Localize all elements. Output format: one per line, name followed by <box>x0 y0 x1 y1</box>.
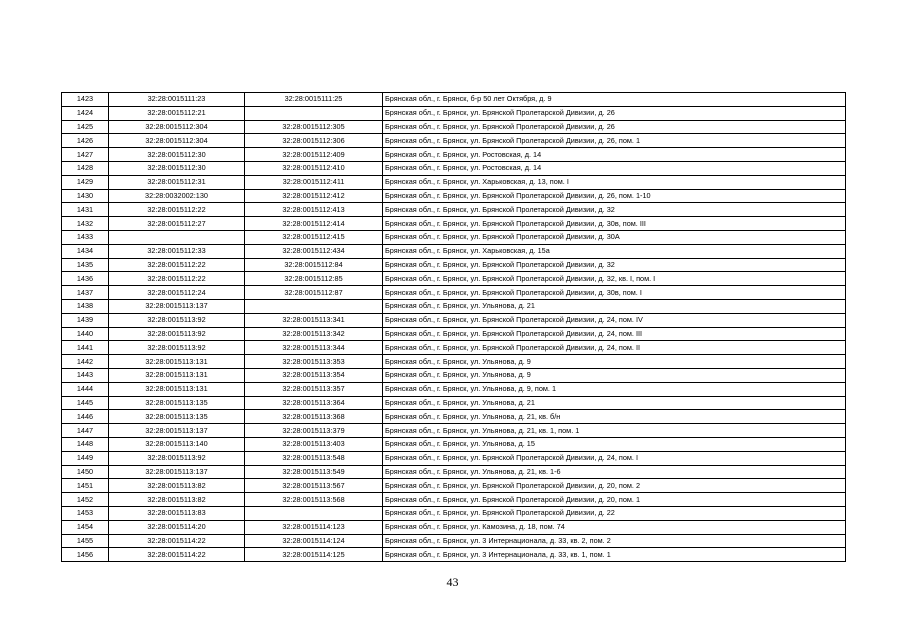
row-number-cell: 1424 <box>62 106 109 120</box>
table-row <box>62 203 846 217</box>
cadastral-number-cell: 32:28:0015112:33 <box>109 244 245 258</box>
object-cadastral-number-cell: 32:28:0015112:412 <box>245 189 383 203</box>
object-cadastral-number-cell: 32:28:0015113:549 <box>245 465 383 479</box>
row-number-cell: 1448 <box>62 437 109 451</box>
address-cell: Брянская обл., г. Брянск, ул. Ульянова, д. 21, кв. 1-6 <box>383 465 846 479</box>
table-row <box>62 106 846 120</box>
row-number-cell: 1426 <box>62 134 109 148</box>
table-body <box>62 93 846 562</box>
address-cell: Брянская обл., г. Брянск, ул. Харьковская, д. 13, пом. I <box>383 175 846 189</box>
cadastral-number-cell: 32:28:0015113:137 <box>109 299 245 313</box>
address-cell: Брянская обл., г. Брянск, ул. Ульянова, д. 9 <box>383 355 846 369</box>
object-cadastral-number-cell: 32:28:0015112:414 <box>245 217 383 231</box>
object-cadastral-number-cell: 32:28:0015114:123 <box>245 520 383 534</box>
address-cell: Брянская обл., г. Брянск, ул. Брянской Пролетарской Дивизии, д. 24, пом. IV <box>383 313 846 327</box>
row-number-cell: 1442 <box>62 355 109 369</box>
object-cadastral-number-cell: 32:28:0015113:354 <box>245 368 383 382</box>
row-number-cell: 1438 <box>62 299 109 313</box>
row-number-cell: 1444 <box>62 382 109 396</box>
table-row <box>62 299 846 313</box>
object-cadastral-number-cell: 32:28:0015112:411 <box>245 175 383 189</box>
cadastral-number-cell: 32:28:0015112:22 <box>109 258 245 272</box>
object-cadastral-number-cell: 32:28:0015112:410 <box>245 161 383 175</box>
object-cadastral-number-cell: 32:28:0015113:344 <box>245 341 383 355</box>
table-row <box>62 244 846 258</box>
row-number-cell: 1452 <box>62 493 109 507</box>
address-cell: Брянская обл., г. Брянск, ул. Брянской Пролетарской Дивизии, д. 26, пом. 1-10 <box>383 189 846 203</box>
cadastral-number-cell: 32:28:0015113:82 <box>109 493 245 507</box>
cadastral-number-cell: 32:28:0032002:130 <box>109 189 245 203</box>
address-cell: Брянская обл., г. Брянск, ул. Брянской Пролетарской Дивизии, д. 24, пом. I <box>383 451 846 465</box>
row-number-cell: 1440 <box>62 327 109 341</box>
table-row <box>62 134 846 148</box>
address-cell: Брянская обл., г. Брянск, ул. Брянской Пролетарской Дивизии, д. 30в, пом. I <box>383 286 846 300</box>
cadastral-table <box>61 92 846 562</box>
object-cadastral-number-cell: 32:28:0015114:125 <box>245 548 383 562</box>
cadastral-number-cell: 32:28:0015113:135 <box>109 410 245 424</box>
table-row <box>62 534 846 548</box>
address-cell: Брянская обл., г. Брянск, ул. Брянской Пролетарской Дивизии, д. 24, пом. III <box>383 327 846 341</box>
address-cell: Брянская обл., г. Брянск, ул. Ульянова, д. 21, кв. б/н <box>383 410 846 424</box>
object-cadastral-number-cell: 32:28:0015112:84 <box>245 258 383 272</box>
table-row <box>62 355 846 369</box>
address-cell: Брянская обл., г. Брянск, ул. Харьковская, д. 15а <box>383 244 846 258</box>
object-cadastral-number-cell: 32:28:0015112:415 <box>245 230 383 244</box>
address-cell: Брянская обл., г. Брянск, ул. Брянской Пролетарской Дивизии, д. 30в, пом. III <box>383 217 846 231</box>
table-row <box>62 175 846 189</box>
table-row <box>62 548 846 562</box>
object-cadastral-number-cell: 32:28:0015112:306 <box>245 134 383 148</box>
table-row <box>62 189 846 203</box>
row-number-cell: 1432 <box>62 217 109 231</box>
table-row <box>62 520 846 534</box>
cadastral-number-cell: 32:28:0015113:82 <box>109 479 245 493</box>
object-cadastral-number-cell <box>245 506 383 520</box>
table-row <box>62 479 846 493</box>
cadastral-number-cell: 32:28:0015113:137 <box>109 465 245 479</box>
cadastral-number-cell: 32:28:0015114:22 <box>109 548 245 562</box>
address-cell: Брянская обл., г. Брянск, ул. Брянской Пролетарской Дивизии, д. 20, пом. 2 <box>383 479 846 493</box>
object-cadastral-number-cell: 32:28:0015111:25 <box>245 93 383 107</box>
address-cell: Брянская обл., г. Брянск, ул. Ульянова, д. 15 <box>383 437 846 451</box>
row-number-cell: 1428 <box>62 161 109 175</box>
row-number-cell: 1456 <box>62 548 109 562</box>
cadastral-number-cell: 32:28:0015113:135 <box>109 396 245 410</box>
table-row <box>62 424 846 438</box>
object-cadastral-number-cell: 32:28:0015113:368 <box>245 410 383 424</box>
table-row <box>62 368 846 382</box>
table-row <box>62 120 846 134</box>
cadastral-number-cell: 32:28:0015113:83 <box>109 506 245 520</box>
row-number-cell: 1446 <box>62 410 109 424</box>
address-cell: Брянская обл., г. Брянск, ул. Ульянова, д. 21 <box>383 396 846 410</box>
cadastral-number-cell: 32:28:0015113:137 <box>109 424 245 438</box>
address-cell: Брянская обл., г. Брянск, ул. Брянской Пролетарской Дивизии, д. 32 <box>383 203 846 217</box>
row-number-cell: 1430 <box>62 189 109 203</box>
cadastral-number-cell: 32:28:0015112:27 <box>109 217 245 231</box>
row-number-cell: 1425 <box>62 120 109 134</box>
row-number-cell: 1431 <box>62 203 109 217</box>
address-cell: Брянская обл., г. Брянск, ул. 3 Интернационала, д. 33, кв. 1, пом. 1 <box>383 548 846 562</box>
table-row <box>62 161 846 175</box>
object-cadastral-number-cell: 32:28:0015112:413 <box>245 203 383 217</box>
table-row <box>62 465 846 479</box>
row-number-cell: 1451 <box>62 479 109 493</box>
address-cell: Брянская обл., г. Брянск, ул. Ульянова, д. 21, кв. 1, пом. 1 <box>383 424 846 438</box>
cadastral-number-cell: 32:28:0015112:30 <box>109 161 245 175</box>
object-cadastral-number-cell: 32:28:0015112:85 <box>245 272 383 286</box>
row-number-cell: 1434 <box>62 244 109 258</box>
object-cadastral-number-cell: 32:28:0015113:341 <box>245 313 383 327</box>
cadastral-number-cell: 32:28:0015113:92 <box>109 341 245 355</box>
table-row <box>62 410 846 424</box>
object-cadastral-number-cell: 32:28:0015112:87 <box>245 286 383 300</box>
table-row <box>62 230 846 244</box>
object-cadastral-number-cell: 32:28:0015112:305 <box>245 120 383 134</box>
cadastral-number-cell: 32:28:0015112:304 <box>109 134 245 148</box>
cadastral-number-cell: 32:28:0015113:140 <box>109 437 245 451</box>
object-cadastral-number-cell: 32:28:0015113:364 <box>245 396 383 410</box>
cadastral-number-cell: 32:28:0015111:23 <box>109 93 245 107</box>
row-number-cell: 1435 <box>62 258 109 272</box>
object-cadastral-number-cell: 32:28:0015113:379 <box>245 424 383 438</box>
address-cell: Брянская обл., г. Брянск, ул. Ростовская, д. 14 <box>383 161 846 175</box>
row-number-cell: 1437 <box>62 286 109 300</box>
table-row <box>62 493 846 507</box>
table-row <box>62 258 846 272</box>
row-number-cell: 1443 <box>62 368 109 382</box>
object-cadastral-number-cell: 32:28:0015113:548 <box>245 451 383 465</box>
table-row <box>62 382 846 396</box>
row-number-cell: 1439 <box>62 313 109 327</box>
table-row <box>62 286 846 300</box>
cadastral-number-cell: 32:28:0015112:304 <box>109 120 245 134</box>
address-cell: Брянская обл., г. Брянск, ул. Ростовская, д. 14 <box>383 148 846 162</box>
table-row <box>62 396 846 410</box>
cadastral-number-cell: 32:28:0015114:20 <box>109 520 245 534</box>
cadastral-number-cell: 32:28:0015112:31 <box>109 175 245 189</box>
address-cell: Брянская обл., г. Брянск, ул. Камозина, д. 18, пом. 74 <box>383 520 846 534</box>
address-cell: Брянская обл., г. Брянск, ул. Ульянова, д. 9 <box>383 368 846 382</box>
cadastral-number-cell: 32:28:0015112:21 <box>109 106 245 120</box>
address-cell: Брянская обл., г. Брянск, ул. Брянской Пролетарской Дивизии, д. 26 <box>383 120 846 134</box>
object-cadastral-number-cell <box>245 299 383 313</box>
row-number-cell: 1445 <box>62 396 109 410</box>
row-number-cell: 1441 <box>62 341 109 355</box>
row-number-cell: 1429 <box>62 175 109 189</box>
cadastral-number-cell: 32:28:0015112:22 <box>109 203 245 217</box>
table-row <box>62 506 846 520</box>
address-cell: Брянская обл., г. Брянск, ул. Брянской Пролетарской Дивизии, д. 32 <box>383 258 846 272</box>
cadastral-number-cell: 32:28:0015112:24 <box>109 286 245 300</box>
address-cell: Брянская обл., г. Брянск, ул. Брянской Пролетарской Дивизии, д. 20, пом. 1 <box>383 493 846 507</box>
object-cadastral-number-cell: 32:28:0015113:568 <box>245 493 383 507</box>
object-cadastral-number-cell: 32:28:0015113:353 <box>245 355 383 369</box>
object-cadastral-number-cell: 32:28:0015113:403 <box>245 437 383 451</box>
object-cadastral-number-cell: 32:28:0015114:124 <box>245 534 383 548</box>
page-number: 43 <box>446 575 459 589</box>
cadastral-number-cell: 32:28:0015112:22 <box>109 272 245 286</box>
row-number-cell: 1427 <box>62 148 109 162</box>
cadastral-number-cell: 32:28:0015113:131 <box>109 368 245 382</box>
object-cadastral-number-cell: 32:28:0015112:409 <box>245 148 383 162</box>
cadastral-number-cell: 32:28:0015113:92 <box>109 327 245 341</box>
address-cell: Брянская обл., г. Брянск, ул. Ульянова, д. 9, пом. 1 <box>383 382 846 396</box>
address-cell: Брянская обл., г. Брянск, ул. Ульянова, д. 21 <box>383 299 846 313</box>
address-cell: Брянская обл., г. Брянск, ул. Брянской Пролетарской Дивизии, д. 22 <box>383 506 846 520</box>
cadastral-number-cell: 32:28:0015113:92 <box>109 313 245 327</box>
table-row <box>62 148 846 162</box>
row-number-cell: 1447 <box>62 424 109 438</box>
address-cell: Брянская обл., г. Брянск, ул. 3 Интернационала, д. 33, кв. 2, пом. 2 <box>383 534 846 548</box>
row-number-cell: 1453 <box>62 506 109 520</box>
address-cell: Брянская обл., г. Брянск, ул. Брянской Пролетарской Дивизии, д. 30А <box>383 230 846 244</box>
object-cadastral-number-cell: 32:28:0015113:357 <box>245 382 383 396</box>
cadastral-number-cell: 32:28:0015112:30 <box>109 148 245 162</box>
address-cell: Брянская обл., г. Брянск, ул. Брянской Пролетарской Дивизии, д. 24, пом. II <box>383 341 846 355</box>
table-row <box>62 313 846 327</box>
cadastral-number-cell: 32:28:0015113:92 <box>109 451 245 465</box>
object-cadastral-number-cell: 32:28:0015113:567 <box>245 479 383 493</box>
cadastral-number-cell: 32:28:0015113:131 <box>109 382 245 396</box>
object-cadastral-number-cell <box>245 106 383 120</box>
table-row <box>62 437 846 451</box>
row-number-cell: 1450 <box>62 465 109 479</box>
object-cadastral-number-cell: 32:28:0015112:434 <box>245 244 383 258</box>
table-row <box>62 272 846 286</box>
cadastral-number-cell: 32:28:0015113:131 <box>109 355 245 369</box>
cadastral-number-cell: 32:28:0015114:22 <box>109 534 245 548</box>
row-number-cell: 1455 <box>62 534 109 548</box>
object-cadastral-number-cell: 32:28:0015113:342 <box>245 327 383 341</box>
table-row <box>62 93 846 107</box>
cadastral-number-cell <box>109 230 245 244</box>
row-number-cell: 1423 <box>62 93 109 107</box>
address-cell: Брянская обл., г. Брянск, б-р 50 лет Октября, д. 9 <box>383 93 846 107</box>
address-cell: Брянская обл., г. Брянск, ул. Брянской Пролетарской Дивизии, д. 26 <box>383 106 846 120</box>
row-number-cell: 1436 <box>62 272 109 286</box>
address-cell: Брянская обл., г. Брянск, ул. Брянской Пролетарской Дивизии, д. 26, пом. 1 <box>383 134 846 148</box>
row-number-cell: 1433 <box>62 230 109 244</box>
table-row <box>62 451 846 465</box>
row-number-cell: 1449 <box>62 451 109 465</box>
table-row <box>62 327 846 341</box>
row-number-cell: 1454 <box>62 520 109 534</box>
address-cell: Брянская обл., г. Брянск, ул. Брянской Пролетарской Дивизии, д. 32, кв. I, пом. I <box>383 272 846 286</box>
table-row <box>62 217 846 231</box>
table-row <box>62 341 846 355</box>
